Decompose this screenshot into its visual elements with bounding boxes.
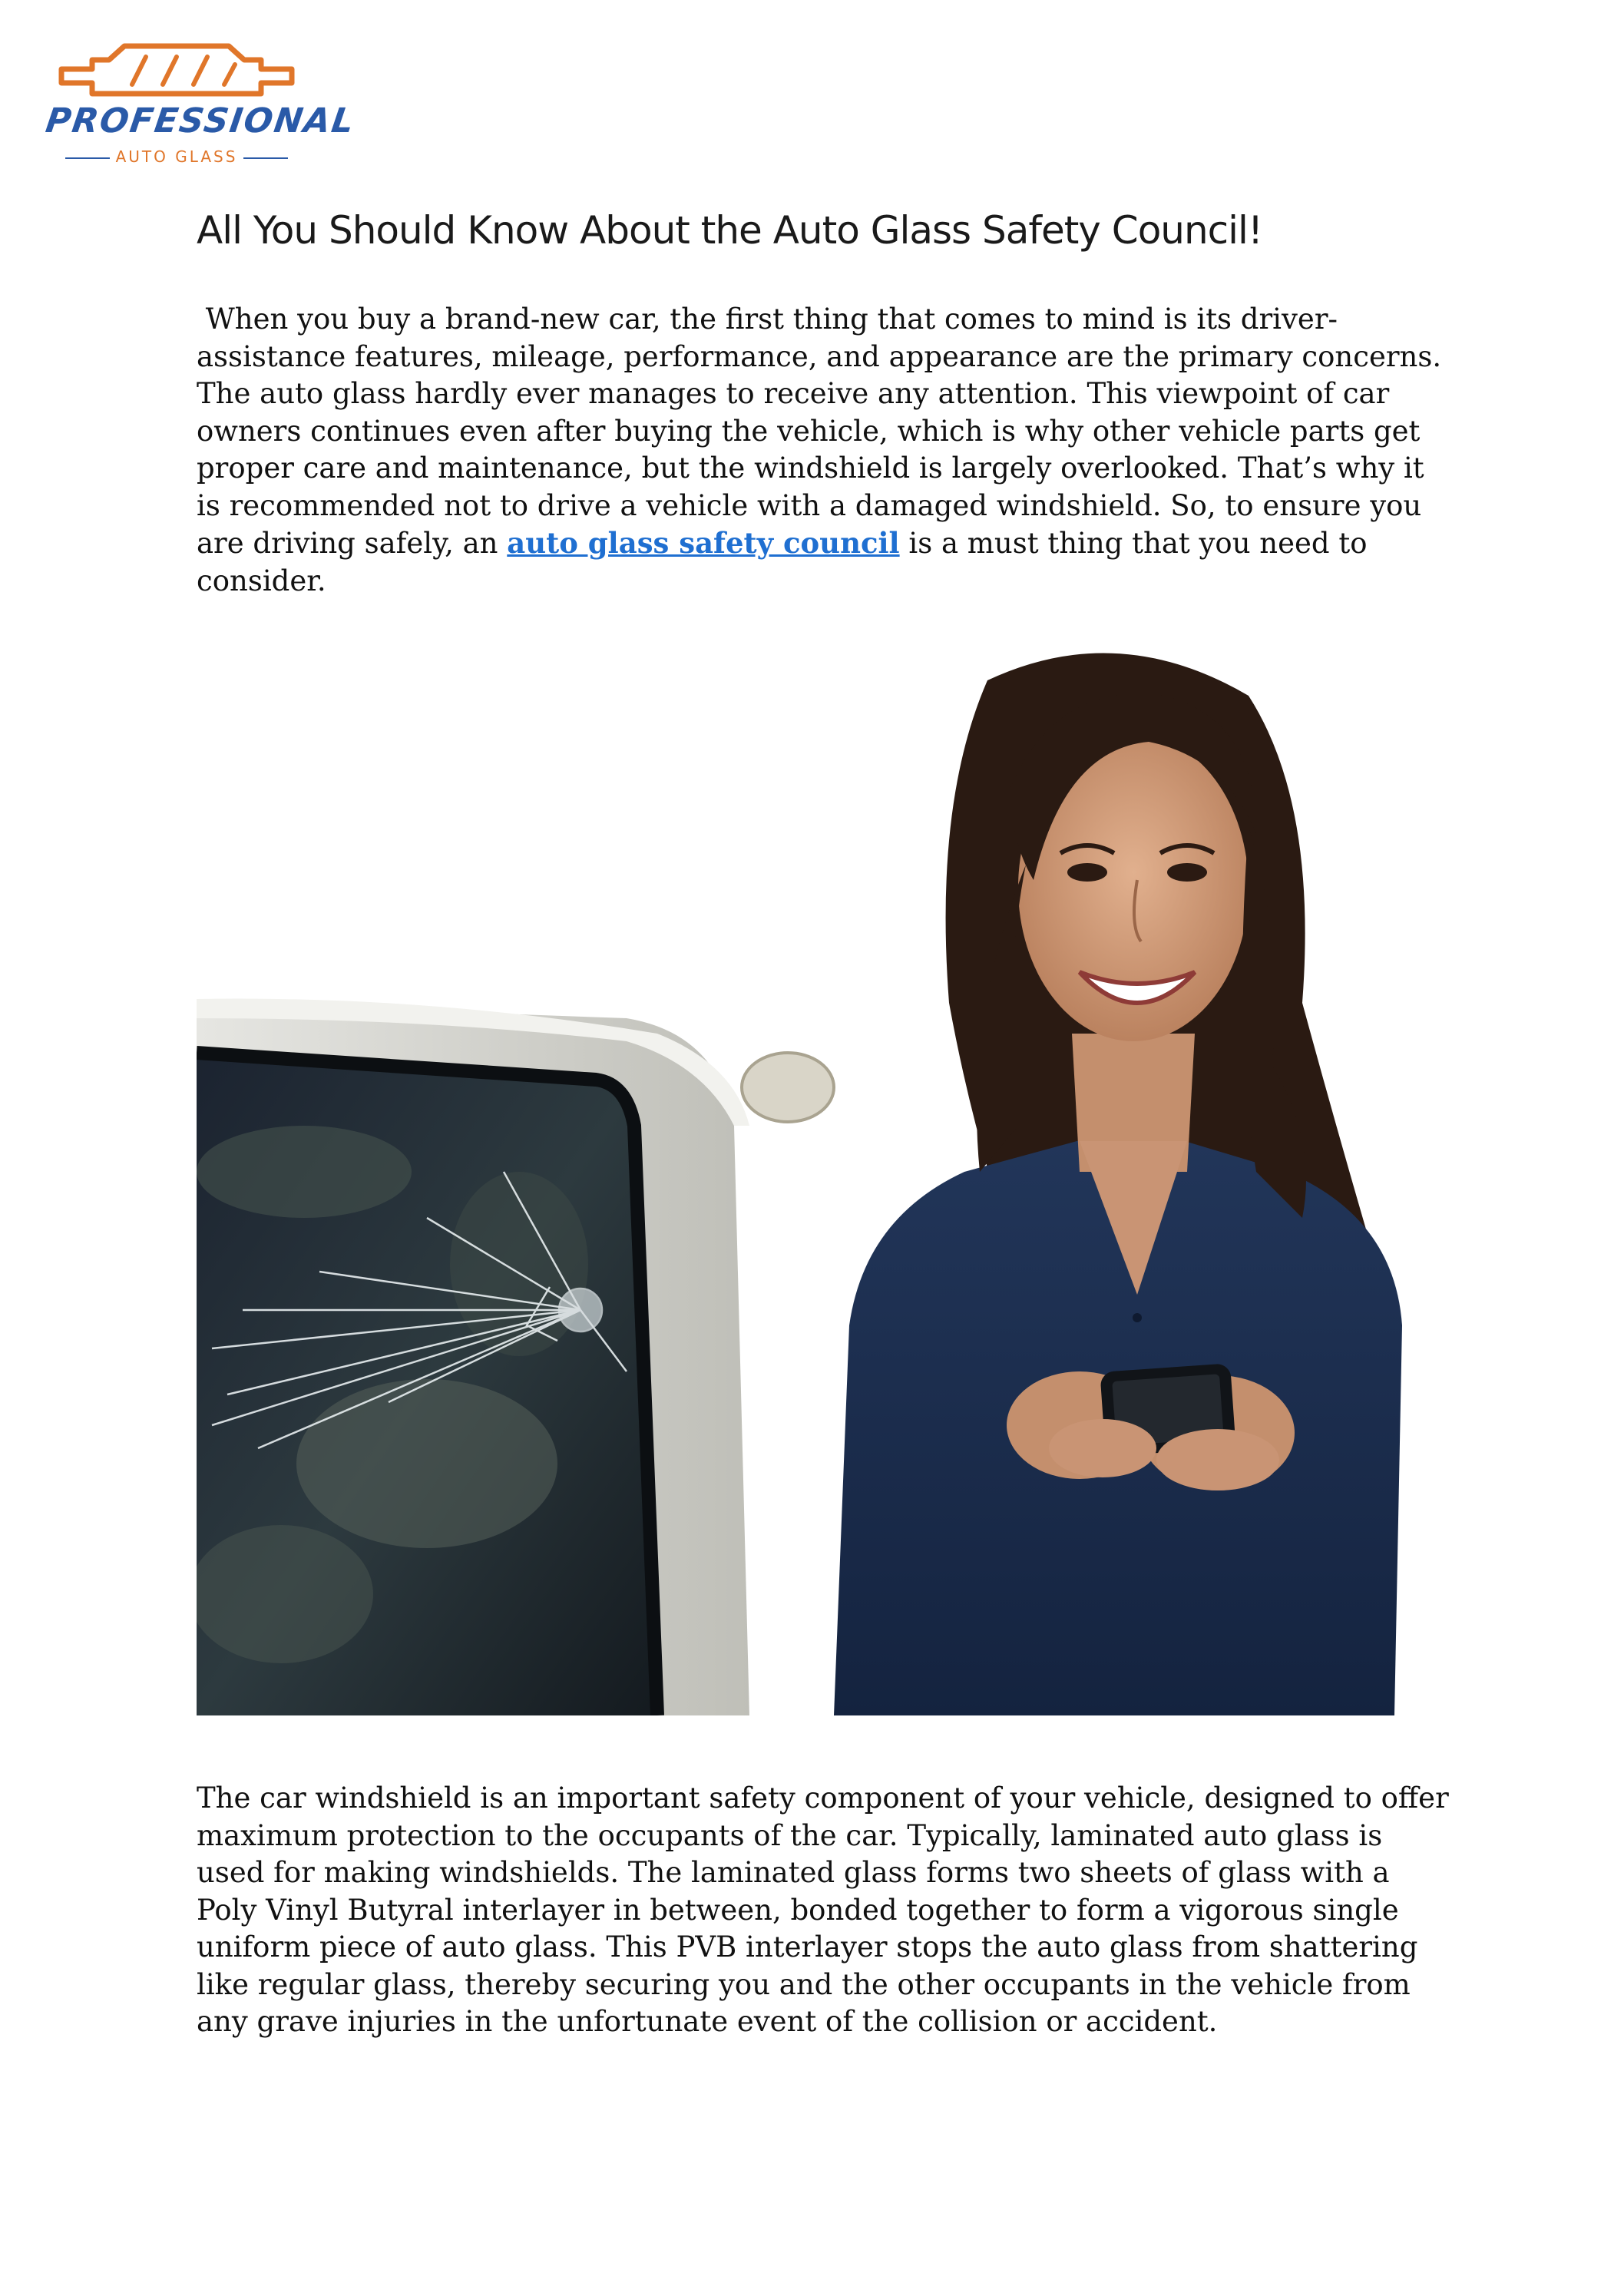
logo-tagline-text: AUTO GLASS [115,147,238,166]
woman-with-cracked-windshield-image [197,634,1410,1715]
auto-glass-safety-council-link[interactable]: auto glass safety council [507,526,900,560]
intro-text-before-link: When you buy a brand-new car, the first thing that comes to mind is its driver-assistance features, mileage, performance, and appearance are the primary concerns. The auto glass hardly ever manages to receive any attention. This viewpoint of car owners continues even after buying the vehicle, which is why other vehicle parts get proper care and maintenance, but the windshield is largely overlooked. That’s why it is recommended not to drive a vehicle with a damaged windshield. So, to ensure you are driving safely, an [197,303,1442,560]
brand-logo [38,31,358,166]
hero-photo [197,634,1410,1715]
intro-paragraph [197,301,1456,600]
logo-brand-text: PROFESSIONAL [43,101,358,141]
body-paragraph: The car windshield is an important safety component of your vehicle, designed to offer maximum protection to the occupants of the car. Typically, laminated auto glass is used for making windshields. The laminated glass forms two sheets of glass with a Poly Vinyl Butyral interlayer in between, bonded together to form a vigorous single uniform piece of auto glass. This PVB interlayer stops the auto glass from shattering like regular glass, thereby securing you and the other occupants in the vehicle from any grave injuries in the unfortunate event of the collision or accident. [197,1782,1449,2038]
windshield-logo-icon [38,31,315,108]
article-title: All You Should Know About the Auto Glass Safety Council! [197,208,1262,253]
intro-text-after-link: is a must thing that you need to consider. [197,527,1368,597]
logo-tagline [46,147,307,166]
